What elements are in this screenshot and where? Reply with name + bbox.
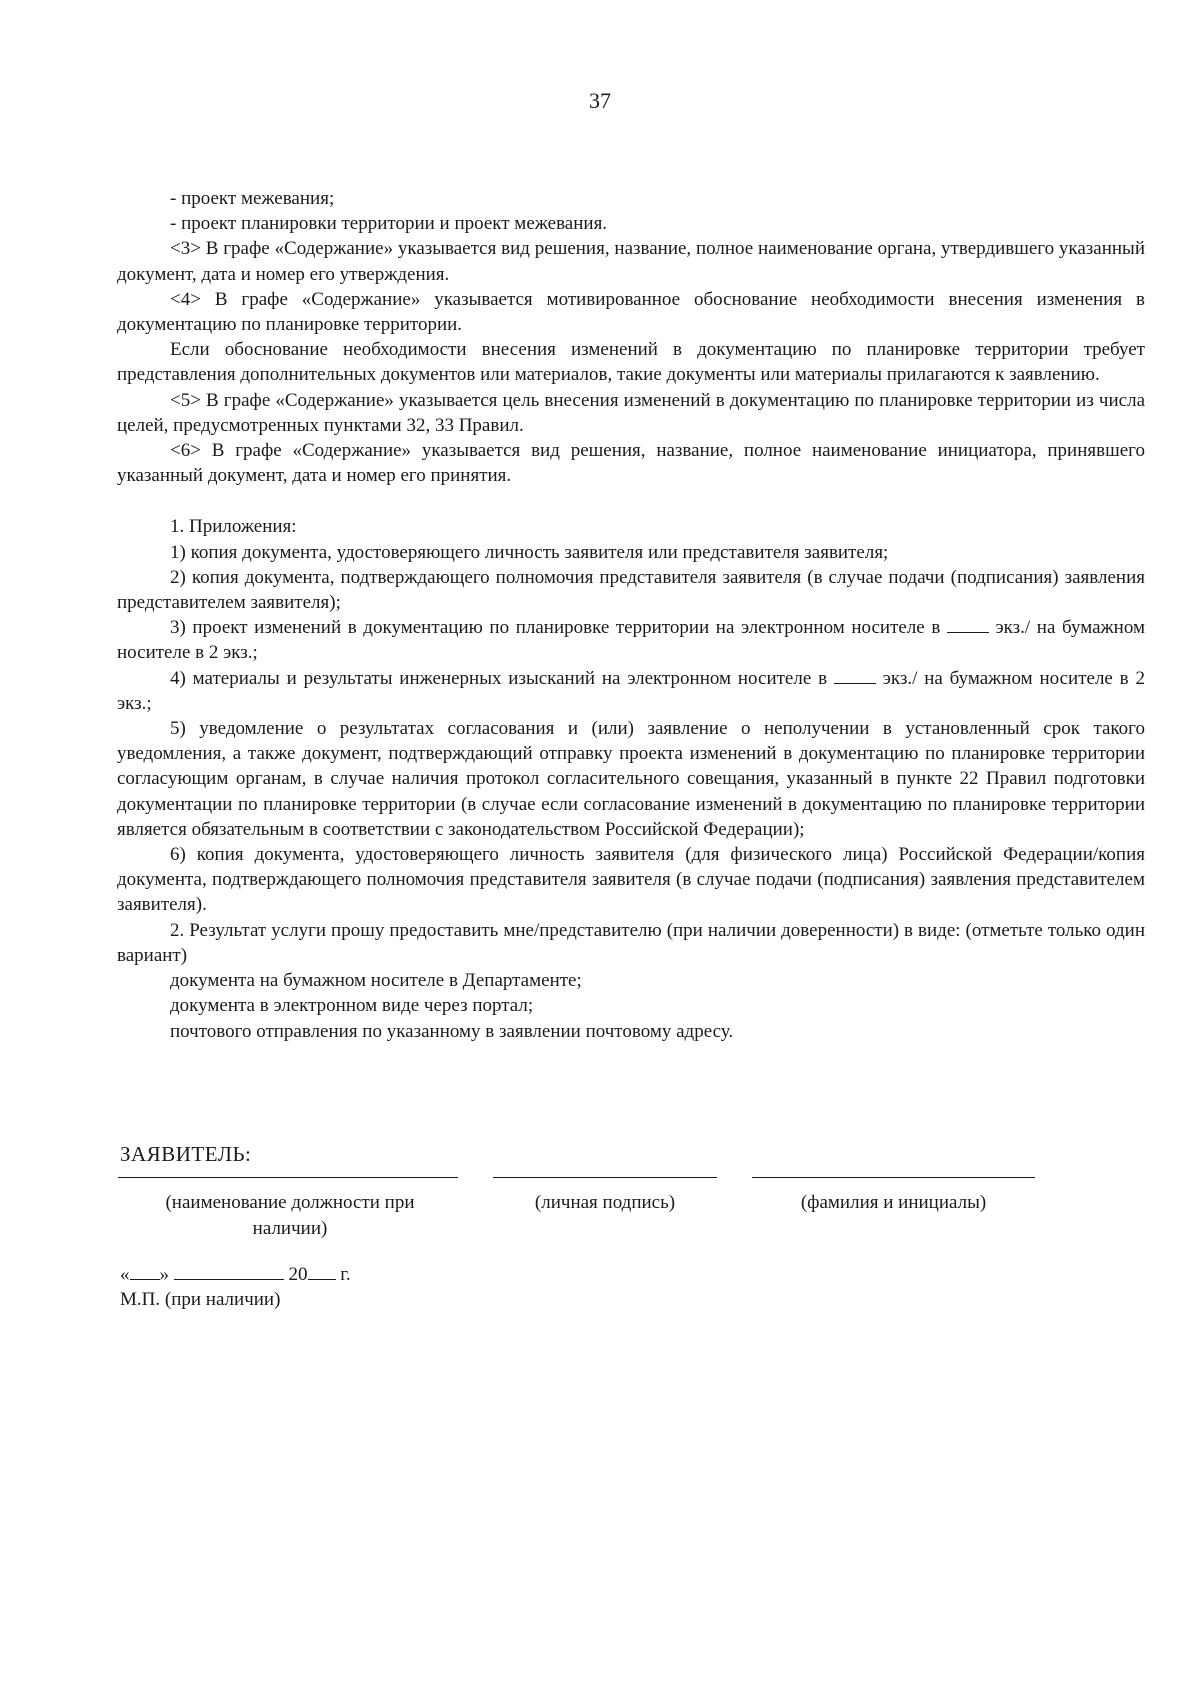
attachment-item-3-text: 3) проект изменений в документацию по планировке территории на электронном носителе в <box>170 617 941 639</box>
footnote-6: <6> В графе «Содержание» указывается вид решения, название, полное наименование инициатора, принявшего указанный документ, дата и номер его принятия. <box>117 440 1145 487</box>
date-row <box>120 1262 351 1286</box>
seal-label: М.П. (при наличии) <box>120 1289 281 1310</box>
delivery-option-portal[interactable]: документа в электронном виде через портал; <box>170 995 534 1017</box>
footnote-5: <5> В графе «Содержание» указывается цель внесения изменений в документацию по планировке территории из числа целей, предусмотренных пунктами 32, 33 Правил. <box>117 389 1145 436</box>
year-prefix: 20 <box>288 1264 308 1285</box>
paragraph-project-surveying: - проект межевания; <box>170 188 335 209</box>
footnote-3: <3> В графе «Содержание» указывается вид решения, название, полное наименование органа, утвердившего указанный документ, дата и номер его утверждения. <box>117 238 1145 285</box>
applicant-label: ЗАЯВИТЕЛЬ: <box>120 1142 252 1166</box>
year-blank[interactable] <box>308 1262 336 1280</box>
date-open-quote: « <box>120 1264 130 1285</box>
delivery-option-paper[interactable]: документа на бумажном носителе в Департаменте; <box>170 970 582 992</box>
page-number: 37 <box>589 88 611 113</box>
result-delivery-request: 2. Результат услуги прошу предоставить мне/представителю (при наличии доверенности) в виде: (отметьте только один вариант) <box>117 919 1145 966</box>
attachment-item-1: 1) копия документа, удостоверяющего личность заявителя или представителя заявителя; <box>170 541 889 563</box>
date-close-quote: » <box>159 1264 169 1285</box>
attachment-item-4-text: 4) материалы и результаты инженерных изысканий на электронном носителе в <box>170 667 828 689</box>
day-blank[interactable] <box>130 1262 160 1280</box>
name-caption: (фамилия и инициалы) <box>800 1192 987 1213</box>
year-suffix: г. <box>340 1264 351 1285</box>
delivery-option-mail[interactable]: почтового отправления по указанному в заявлении почтовому адресу. <box>170 1020 734 1042</box>
position-line[interactable] <box>118 1177 458 1178</box>
signature-caption: (личная подпись) <box>534 1192 676 1213</box>
attachment-item-3 <box>117 615 1145 665</box>
attachment-item-3-text-end: экз./ на бумажном носителе в 2 экз.; <box>117 617 1145 664</box>
attachment-item-4 <box>117 666 1145 716</box>
copies-count-blank[interactable] <box>947 616 989 633</box>
name-line[interactable] <box>752 1177 1035 1178</box>
paragraph-project-planning: - проект планировки территории и проект межевания. <box>170 213 608 235</box>
position-caption: (наименование должности при наличии) <box>165 1192 415 1239</box>
month-blank[interactable] <box>174 1262 284 1280</box>
attachment-item-2: 2) копия документа, подтверждающего полномочия представителя заявителя (в случае подачи (подписания) заявления представителем заявителя); <box>117 566 1145 614</box>
attachments-heading: 1. Приложения: <box>170 516 297 538</box>
signature-line[interactable] <box>493 1177 717 1178</box>
attachment-item-6: 6) копия документа, удостоверяющего личность заявителя (для физического лица) Российской Федерации/копия документа, подтверждающего полномочия представителя заявителя (в случае подачи (подписания) заявления представителем заявителя). <box>117 844 1145 916</box>
copies-count-blank[interactable] <box>834 667 876 684</box>
footnote-4: <4> В графе «Содержание» указывается мотивированное обоснование необходимости внесения изменения в документацию по планировке территории. <box>117 288 1145 336</box>
attachment-item-5: 5) уведомление о результатах согласования и (или) заявление о неполучении в установленный срок такого уведомления, а также документ, подтверждающий отправку проекта изменений в документацию по планировке территории согласующим органам, в случае наличия протокол согласительного совещания, указанный в пункте 22 Правил подготовки документации по планировке территории (в случае если согласование изменений в документацию по планировке территории является обязательным в соответствии с законодательством Российской Федерации); <box>117 718 1145 840</box>
attachment-item-4-text-end: экз./ на бумажном носителе в 2 экз.; <box>117 667 1145 714</box>
document-body <box>117 186 1145 1044</box>
paragraph-justification: Если обоснование необходимости внесения изменений в документацию по планировке территории требует представления дополнительных документов или материалов, такие документы или материалы прилагаются к заявлению. <box>117 339 1145 386</box>
